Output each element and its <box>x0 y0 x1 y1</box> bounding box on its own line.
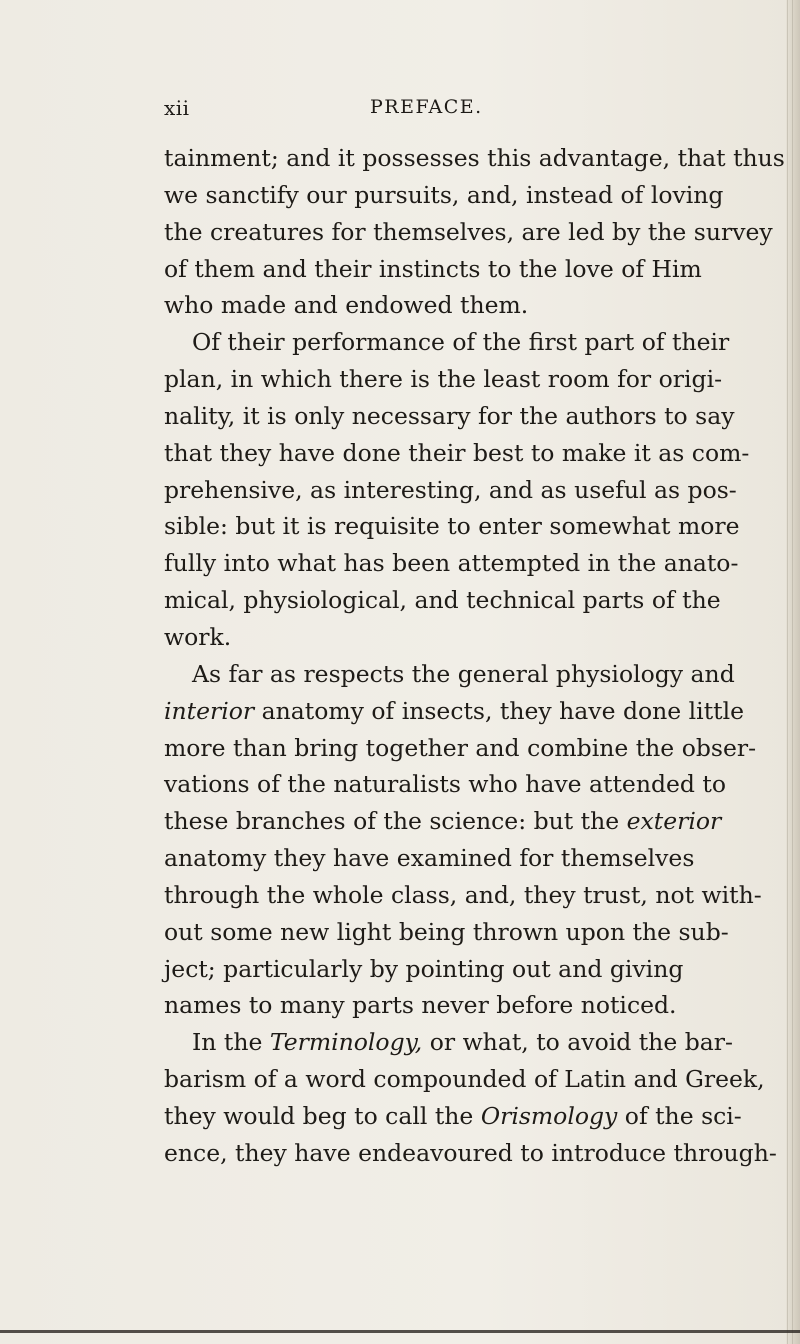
running-title: PREFACE. <box>370 96 483 118</box>
running-head <box>164 96 644 126</box>
text-run: work. <box>164 622 232 651</box>
text-line <box>164 1135 777 1172</box>
text-line <box>164 545 739 582</box>
text-line-content <box>164 955 683 983</box>
text-line-content <box>164 844 694 872</box>
text-run: plan, in which there is the least room for origi- <box>164 365 723 394</box>
text-line-content <box>192 1028 733 1056</box>
text-line <box>164 1098 742 1135</box>
text-line <box>164 840 732 877</box>
text-run: of the sci- <box>617 1101 742 1130</box>
text-run: tainment; and it possesses this advantage, that thus <box>164 144 785 172</box>
text-line <box>164 803 732 840</box>
text-run: Of their performance of the first part of their <box>192 328 730 357</box>
text-line <box>164 877 762 914</box>
text-line-content <box>164 144 785 172</box>
text-run: of them and their instincts to the love of Him <box>164 254 702 283</box>
text-line <box>164 766 732 803</box>
text-line <box>164 1024 732 1061</box>
text-run: more than bring together and combine the obser- <box>164 733 757 762</box>
text-line-content <box>164 697 744 725</box>
text-run: the creatures for themselves, are led by the survey <box>164 217 773 246</box>
text-line <box>164 251 732 288</box>
text-line <box>164 324 732 361</box>
text-line <box>164 398 735 435</box>
text-line-content <box>164 734 756 762</box>
text-run: ject; particularly by pointing out and giving <box>164 954 684 983</box>
text-run: they would beg to call the <box>164 1101 481 1130</box>
text-line <box>164 140 785 177</box>
text-run: these branches of the science: but the <box>164 807 627 836</box>
text-line-content <box>164 439 749 467</box>
text-run: fully into what has been attempted in the anato- <box>164 549 739 578</box>
text-line <box>164 619 732 656</box>
text-line-content <box>164 476 737 504</box>
italic-term: Terminology, <box>269 1028 423 1057</box>
text-line-content <box>164 1102 742 1130</box>
text-line-content <box>164 807 721 835</box>
text-line <box>164 987 732 1024</box>
text-line-content <box>164 365 722 393</box>
text-run: ence, they have endeavoured to introduce through- <box>164 1138 777 1167</box>
text-run: anatomy they have examined for themselves <box>164 844 695 873</box>
text-run: In the <box>192 1028 270 1057</box>
text-line <box>164 287 732 324</box>
text-line-content <box>192 328 729 356</box>
text-run: nality, it is only necessary for the authors to say <box>164 401 735 430</box>
text-line <box>164 1061 765 1098</box>
text-run: that they have done their best to make it as com- <box>164 438 750 467</box>
text-run: As far as respects the general physiology and <box>192 659 735 688</box>
text-run: sible: but it is requisite to enter somewhat more <box>164 512 740 541</box>
text-line-content <box>164 991 677 1019</box>
text-run: or what, to avoid the bar- <box>422 1028 733 1057</box>
italic-term: interior <box>164 696 255 725</box>
text-line-content <box>164 918 729 946</box>
text-run: out some new light being thrown upon the sub- <box>164 917 729 946</box>
text-line <box>164 656 735 693</box>
text-line-content <box>192 660 735 688</box>
text-line <box>164 730 757 767</box>
text-line-content <box>164 218 773 246</box>
text-line-content <box>164 1065 765 1093</box>
text-line-content <box>164 881 762 909</box>
text-run: through the whole class, and, they trust, not with- <box>164 880 762 909</box>
text-line <box>164 582 732 619</box>
text-line <box>164 214 773 251</box>
text-line-content <box>164 623 231 651</box>
text-run: barism of a word compounded of Latin and Greek, <box>164 1065 765 1094</box>
text-line <box>164 361 732 398</box>
text-run: prehensive, as interesting, and as useful as pos- <box>164 475 737 504</box>
text-line <box>164 914 732 951</box>
body-text <box>164 140 794 1172</box>
text-line-content <box>164 255 702 283</box>
text-line <box>164 435 750 472</box>
text-line <box>164 693 745 730</box>
text-run: anatomy of insects, they have done little <box>254 696 745 725</box>
page-bottom-rule <box>0 1330 800 1333</box>
text-line-content <box>164 770 726 798</box>
page-number: xii <box>164 96 190 120</box>
text-line <box>164 472 737 509</box>
text-line-content <box>164 291 528 319</box>
italic-term: exterior <box>626 807 722 836</box>
text-run: vations of the naturalists who have attended to <box>164 770 727 799</box>
text-run: mical, physiological, and technical parts of the <box>164 586 721 615</box>
italic-term: Orismology <box>480 1101 618 1130</box>
text-line-content <box>164 402 735 430</box>
text-line-content <box>164 586 721 614</box>
text-run: names to many parts never before noticed. <box>164 991 677 1020</box>
text-line <box>164 508 740 545</box>
text-line-content <box>164 1139 777 1167</box>
text-line <box>164 177 732 214</box>
text-line-content <box>164 512 740 540</box>
text-line-content <box>164 549 738 577</box>
text-line <box>164 951 732 988</box>
text-line-content <box>164 181 723 209</box>
text-run: we sanctify our pursuits, and, instead of loving <box>164 180 724 209</box>
text-run: who made and endowed them. <box>164 291 529 320</box>
